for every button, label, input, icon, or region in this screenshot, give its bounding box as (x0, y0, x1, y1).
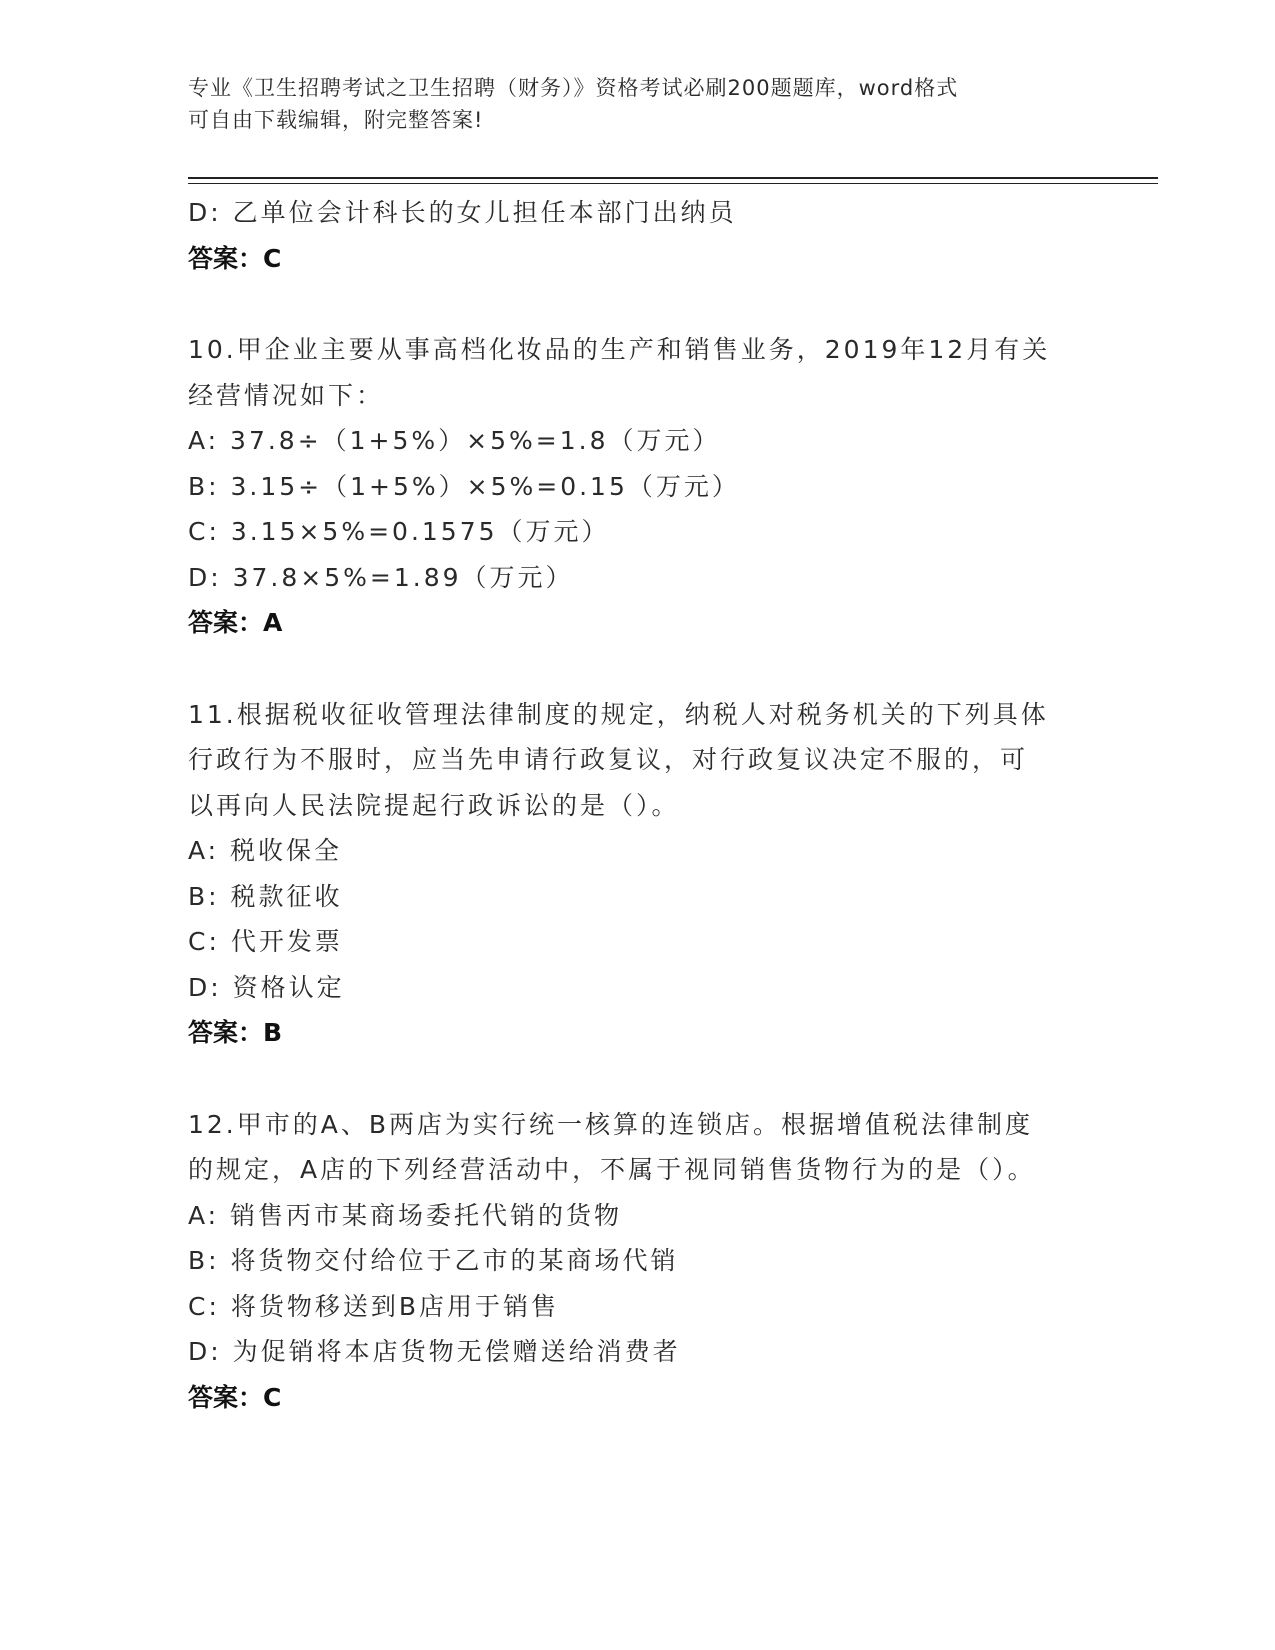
document-body (188, 190, 1068, 1420)
option-b: B: 3.15÷（1+5%）×5%=0.15（万元） (188, 471, 740, 501)
option-a: A: 销售丙市某商场委托代销的货物 (188, 1200, 623, 1230)
option-d: D: 为促销将本店货物无偿赠送给消费者 (188, 1337, 681, 1366)
question-stem: 经营情况如下： (188, 380, 385, 410)
option-d: D: 资格认定 (188, 972, 345, 1002)
question-stem: 行政行为不服时，应当先申请行政复议，对行政复议决定不服的，可 (188, 745, 1029, 774)
header-line-2: 可自由下载编辑，附完整答案! (188, 108, 484, 132)
answer: 答案：A (188, 608, 283, 637)
question-stem: 11.根据税收征收管理法律制度的规定，纳税人对税务机关的下列具体 (188, 699, 1049, 729)
document-header (188, 72, 1068, 136)
header-divider-thick (188, 177, 1158, 179)
header-divider-thin (188, 183, 1158, 184)
question-stem: 10.甲企业主要从事高档化妆品的生产和销售业务，2019年12月有关 (188, 335, 1051, 364)
spacer (188, 1056, 1068, 1102)
question-9-tail (188, 190, 1068, 281)
option-c: C: 3.15×5%=0.1575（万元） (188, 517, 610, 546)
option-a: A: 37.8÷（1+5%）×5%=1.8（万元） (188, 426, 721, 455)
answer: 答案：C (188, 243, 282, 273)
question-stem: 12.甲市的A、B两店为实行统一核算的连锁店。根据增值税法律制度 (188, 1109, 1034, 1139)
option-d: D: 乙单位会计科长的女儿担任本部门出纳员 (188, 198, 737, 227)
answer: 答案：B (188, 1018, 283, 1047)
option-c: C: 将货物移送到B店用于销售 (188, 1291, 559, 1321)
question-10 (188, 327, 1068, 646)
header-line-1: 专业《卫生招聘考试之卫生招聘（财务）》资格考试必刷200题题库，word格式 (188, 76, 959, 100)
option-a: A: 税收保全 (188, 836, 343, 865)
option-b: B: 税款征收 (188, 881, 343, 911)
question-stem: 的规定，A店的下列经营活动中，不属于视同销售货物行为的是（）。 (188, 1155, 1036, 1184)
spacer (188, 281, 1068, 327)
answer: 答案：C (188, 1382, 282, 1412)
option-c: C: 代开发票 (188, 927, 343, 956)
question-11 (188, 692, 1068, 1056)
option-b: B: 将货物交付给位于乙市的某商场代销 (188, 1246, 679, 1275)
question-stem: 以再向人民法院提起行政诉讼的是（）。 (188, 790, 680, 820)
spacer (188, 646, 1068, 692)
option-d: D: 37.8×5%=1.89（万元） (188, 562, 574, 592)
question-12 (188, 1102, 1068, 1421)
